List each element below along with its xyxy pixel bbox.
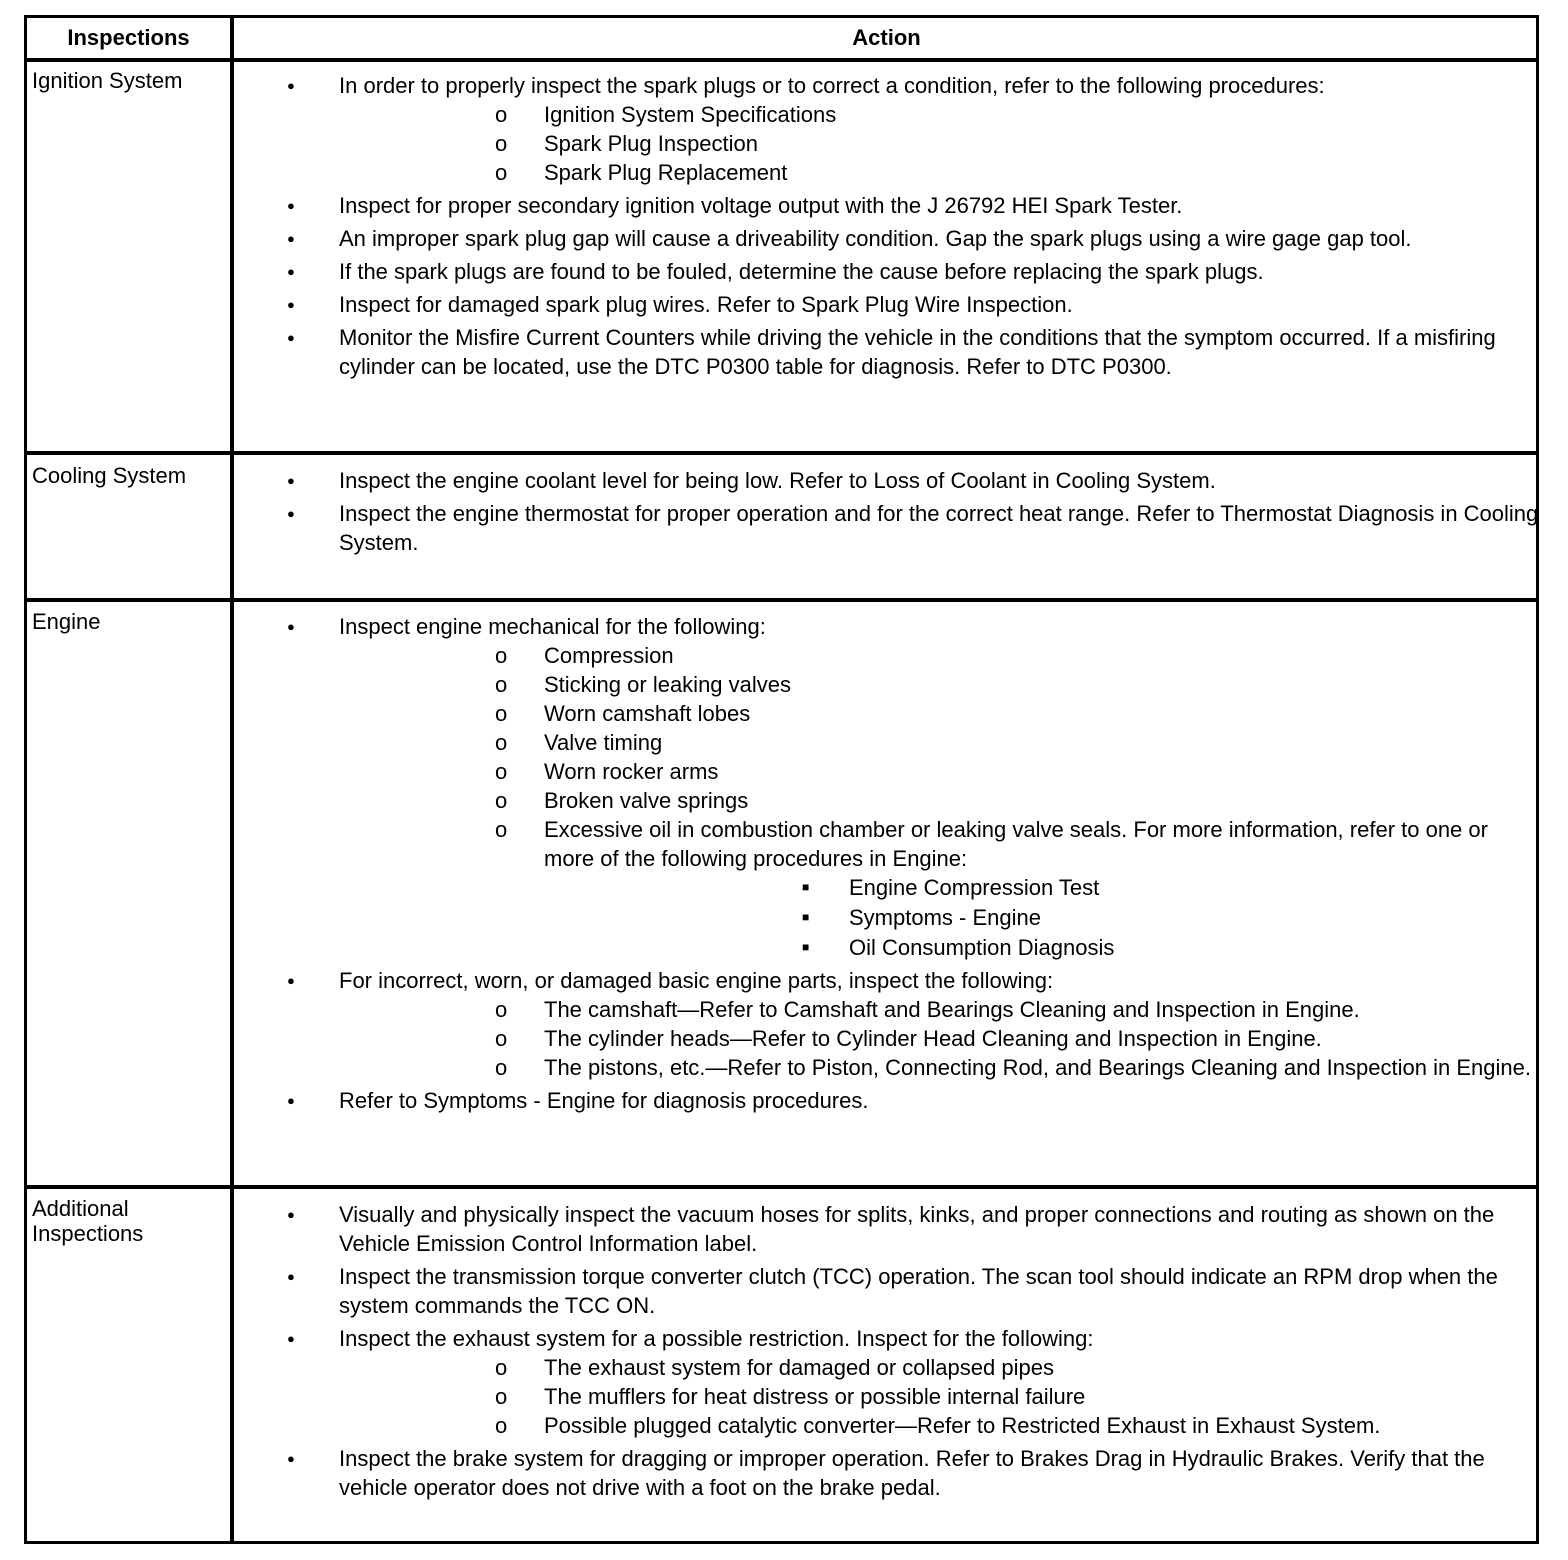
row-divider [27,1185,1536,1189]
header-divider [27,58,1536,62]
list-item: ● Inspect for proper secondary ignition voltage output with the J 26792 HEI Spark Tester. [234,191,1539,220]
list-item: o Worn camshaft lobes [339,699,1539,728]
list-item: ● If the spark plugs are found to be fouled, determine the cause before replacing the spark plugs. [234,257,1539,286]
list-item: ● For incorrect, worn, or damaged basic engine parts, inspect the following: o The camshaft—Refer to Camshaft and Bearings Cleaning and Inspection in Engine. o The cylinder heads—Refer to Cylinder Head Cleaning and Inspection in Engine. o The pistons, etc.—Refer to Piston, Connecting Rod, and Bearings Cleaning and Inspection in Engine. [234,966,1539,1082]
list-item: ● Inspect the brake system for dragging or improper operation. Refer to Brakes Drag in Hydraulic Brakes. Verify that the vehicle operator does not drive with a foot on the brake pedal. [234,1444,1539,1502]
list-item: o The camshaft—Refer to Camshaft and Bearings Cleaning and Inspection in Engine. [339,995,1539,1024]
list-item: ● Inspect the engine coolant level for being low. Refer to Loss of Coolant in Cooling System. [234,466,1539,495]
list-item: ● Inspect engine mechanical for the following: o Compression o Sticking or leaking valves o Worn camshaft lobes o Valve timing o Worn rocker arms o Broken valve springs o Excessive oil in combustion chamber or leaking valve seals. For more information, refer to one or more of the following procedures in Engine: ■ Engine Compression Test ■ Symptoms - Engine ■ Oil Consumption Diagnosis [234,612,1539,962]
list-item: o Spark Plug Inspection [339,129,1539,158]
inspection-cooling-system: Cooling System [32,463,187,488]
action-engine [234,612,1539,1119]
row-divider [27,451,1536,455]
list-item: ● An improper spark plug gap will cause a driveability condition. Gap the spark plugs using a wire gage gap tool. [234,224,1539,253]
list-item: o Possible plugged catalytic converter—Refer to Restricted Exhaust in Exhaust System. [339,1411,1539,1440]
header-action: Action [852,25,921,50]
list-item: o Broken valve springs [339,786,1539,815]
action-cooling-system [234,466,1539,561]
list-item: ● Inspect the exhaust system for a possible restriction. Inspect for the following: o The exhaust system for damaged or collapsed pipes o The mufflers for heat distress or possible internal failure o Possible plugged catalytic converter—Refer to Restricted Exhaust in Exhaust System. [234,1324,1539,1440]
list-item: o The cylinder heads—Refer to Cylinder Head Cleaning and Inspection in Engine. [339,1024,1539,1053]
list-item: ■ Symptoms - Engine [544,903,1539,932]
action-additional-inspections [234,1200,1539,1506]
list-item: o Sticking or leaking valves [339,670,1539,699]
list-item: ● Inspect the engine thermostat for proper operation and for the correct heat range. Refer to Thermostat Diagnosis in Cooling System. [234,499,1539,557]
list-item: ● Monitor the Misfire Current Counters while driving the vehicle in the conditions that the symptom occurred. If a misfiring cylinder can be located, use the DTC P0300 table for diagnosis. Refer to DTC P0300. [234,323,1539,381]
inspection-additional-inspections: Additional Inspections [32,1196,144,1246]
action-ignition-system [234,71,1539,385]
list-item: ● Inspect the transmission torque converter clutch (TCC) operation. The scan tool should indicate an RPM drop when the system commands the TCC ON. [234,1262,1539,1320]
inspection-ignition-system: Ignition System [32,68,183,93]
inspection-table [24,15,1539,1544]
list-item: o Spark Plug Replacement [339,158,1539,187]
list-item: o Excessive oil in combustion chamber or leaking valve seals. For more information, refer to one or more of the following procedures in Engine: ■ Engine Compression Test ■ Symptoms - Engine ■ Oil Consumption Diagnosis [339,815,1539,962]
list-item: o The mufflers for heat distress or possible internal failure [339,1382,1539,1411]
inspection-engine: Engine [32,609,101,634]
list-item: ■ Oil Consumption Diagnosis [544,933,1539,962]
list-item: o Valve timing [339,728,1539,757]
row-divider [27,598,1536,602]
list-item: ● Inspect for damaged spark plug wires. Refer to Spark Plug Wire Inspection. [234,290,1539,319]
header-inspections: Inspections [67,25,190,50]
list-item: ■ Engine Compression Test [544,873,1539,902]
list-item: o Worn rocker arms [339,757,1539,786]
list-item: ● Refer to Symptoms - Engine for diagnosis procedures. [234,1086,1539,1115]
list-item: o Compression [339,641,1539,670]
list-item: ● In order to properly inspect the spark plugs or to correct a condition, refer to the following procedures: o Ignition System Specifications o Spark Plug Inspection o Spark Plug Replacement [234,71,1539,187]
list-item: o Ignition System Specifications [339,100,1539,129]
list-item: ● Visually and physically inspect the vacuum hoses for splits, kinks, and proper connections and routing as shown on the Vehicle Emission Control Information label. [234,1200,1539,1258]
list-item: o The exhaust system for damaged or collapsed pipes [339,1353,1539,1382]
list-item: o The pistons, etc.—Refer to Piston, Connecting Rod, and Bearings Cleaning and Inspection in Engine. [339,1053,1539,1082]
